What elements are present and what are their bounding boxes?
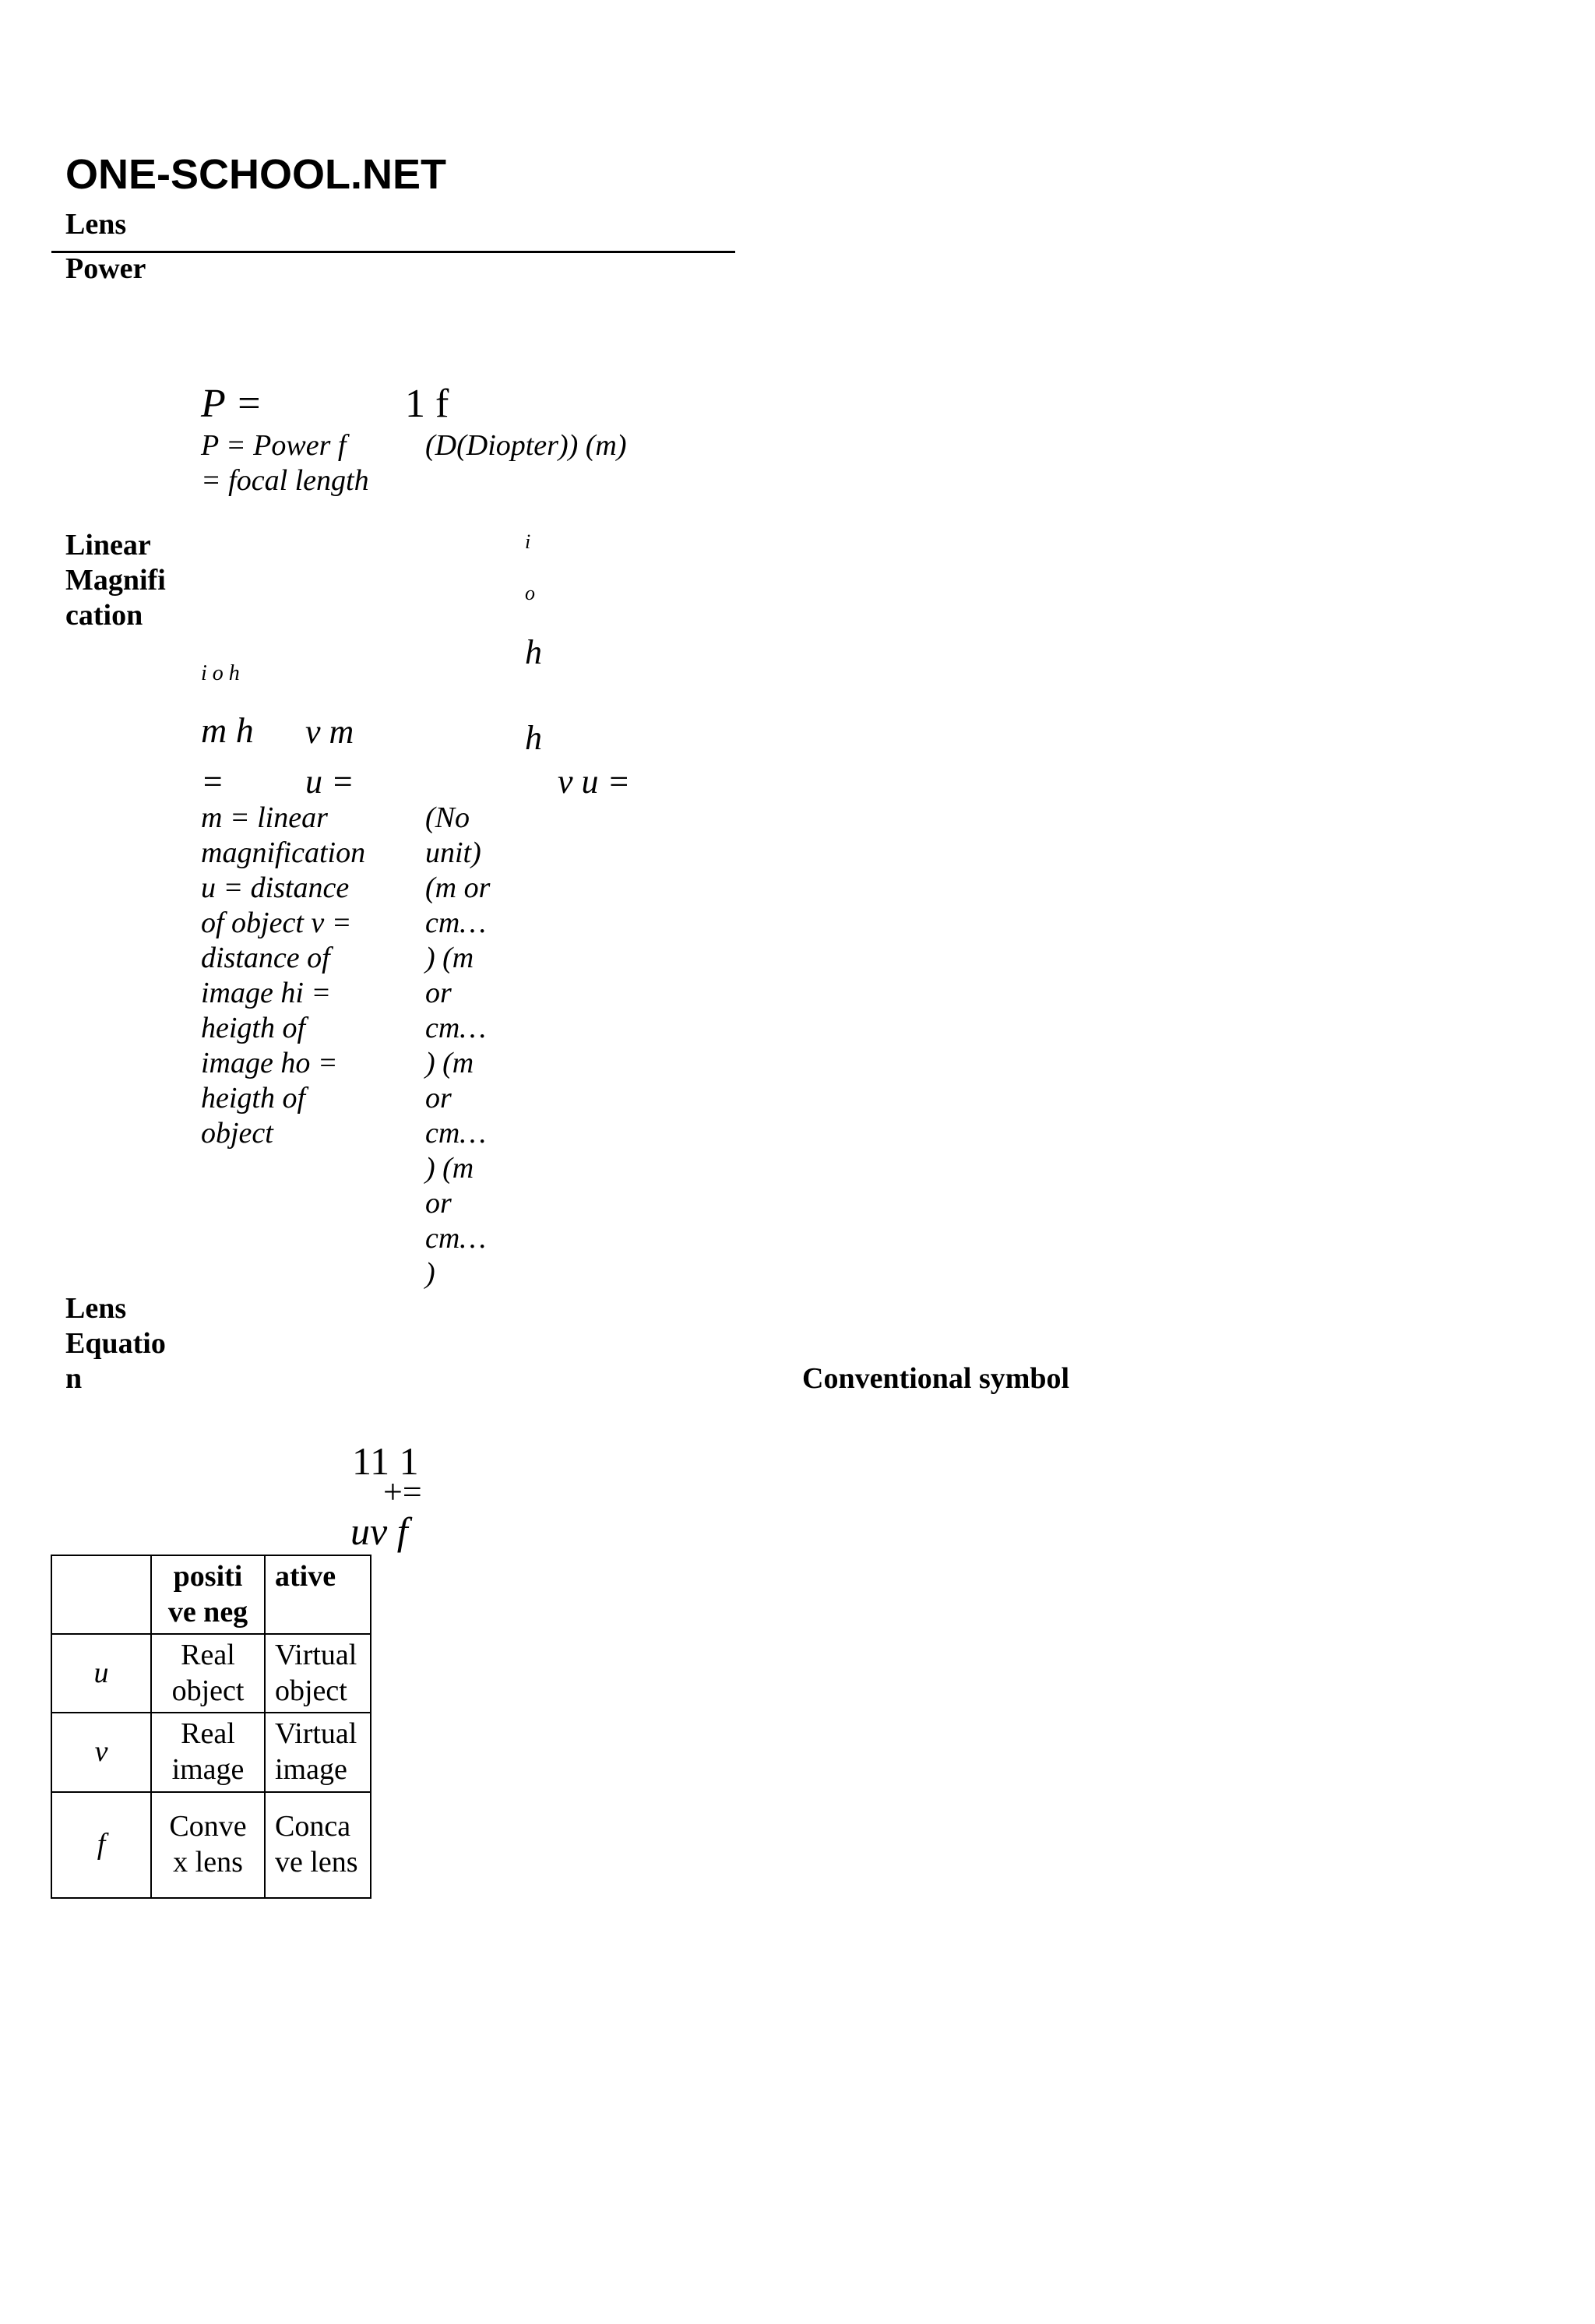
definition-line: image ho = [201,1047,338,1079]
lens-equation-middle: += [383,1473,422,1511]
definition-line: magnification [201,836,366,869]
table-row [51,1713,371,1791]
power-heading: Power [65,252,146,285]
table-negative-cell: Virtual image [265,1713,371,1791]
frac-h-bottom: h [525,719,542,757]
frac-subscript-o: o [525,582,535,604]
header-rule [51,251,735,253]
definition-line: heigth of [201,1082,306,1114]
definition-line: object [201,1117,273,1150]
table-row [51,1634,371,1713]
magnification-equals: = [201,762,224,801]
power-units: (D(Diopter)) (m) [425,429,627,462]
table-symbol-cell: u [51,1634,151,1713]
magnification-heading-line: Linear [65,529,151,562]
sign-convention-table [51,1555,371,1899]
unit-line: unit) [425,836,481,869]
site-title: ONE-SCHOOL.NET [65,151,447,198]
section-title: Lens [65,208,127,241]
magnification-mh: m h [201,710,254,750]
unit-line: cm… [425,1222,487,1255]
table-positive-cell: Conve x lens [151,1792,265,1898]
lens-equation-heading [65,1291,166,1396]
table-header-negative: ative [265,1555,371,1634]
magnification-units [425,801,490,1291]
frac-v-u-equals: v u = [558,762,631,801]
table-header-positive: positi ve neg [151,1555,265,1634]
hio-text: i o h [201,661,240,685]
table-positive-cell: Real object [151,1634,265,1713]
definition-line: distance of [201,942,330,974]
definition-line: of object v = [201,907,352,939]
magnification-heading-line: cation [65,599,143,632]
magnification-vm: v m [305,713,354,751]
unit-line: ) [425,1257,435,1290]
table-negative-cell: Virtual object [265,1634,371,1713]
unit-line: or [425,1082,452,1114]
frac-subscript-i: i [525,530,531,553]
magnification-definitions [201,801,365,1151]
conventional-symbol-heading: Conventional symbol [802,1362,1070,1395]
unit-line: (No [425,801,470,834]
unit-line: or [425,1187,452,1220]
unit-line: ) (m [425,942,474,974]
table-corner-cell [51,1555,151,1634]
definition-line: image hi = [201,977,332,1009]
power-definitions [201,428,369,498]
unit-line: cm… [425,907,487,939]
power-def-line: P = Power f [201,429,347,462]
power-formula-left: P = [201,382,262,426]
table-negative-cell: Conca ve lens [265,1792,371,1898]
table-header-row [51,1555,371,1634]
unit-line: cm… [425,1117,487,1150]
lens-equation-heading-line: Lens [65,1292,127,1325]
unit-line: ) (m [425,1152,474,1185]
magnification-hio [201,660,240,687]
table-positive-cell: Real image [151,1713,265,1791]
definition-line: m = linear [201,801,328,834]
lens-equation-heading-line: Equatio [65,1327,166,1360]
magnification-heading-line: Magnifi [65,564,166,597]
table-symbol-cell: v [51,1713,151,1791]
unit-line: ) (m [425,1047,474,1079]
lens-equation-bottom: uv f [350,1509,408,1553]
magnification-u-equals: u = [305,762,354,801]
unit-line: (m or [425,872,491,904]
lens-equation-heading-line: n [65,1362,83,1395]
frac-h-top: h [525,633,542,671]
table-symbol-cell: f [51,1792,151,1898]
power-def-line: = focal length [201,464,369,497]
table-row [51,1792,371,1898]
definition-line: heigth of [201,1012,306,1044]
unit-line: or [425,977,452,1009]
definition-line: u = distance [201,872,350,904]
magnification-heading [65,528,166,633]
lens-equation-top: 11 1 [352,1439,419,1483]
unit-line: cm… [425,1012,487,1044]
power-formula-right: 1 f [405,382,449,426]
